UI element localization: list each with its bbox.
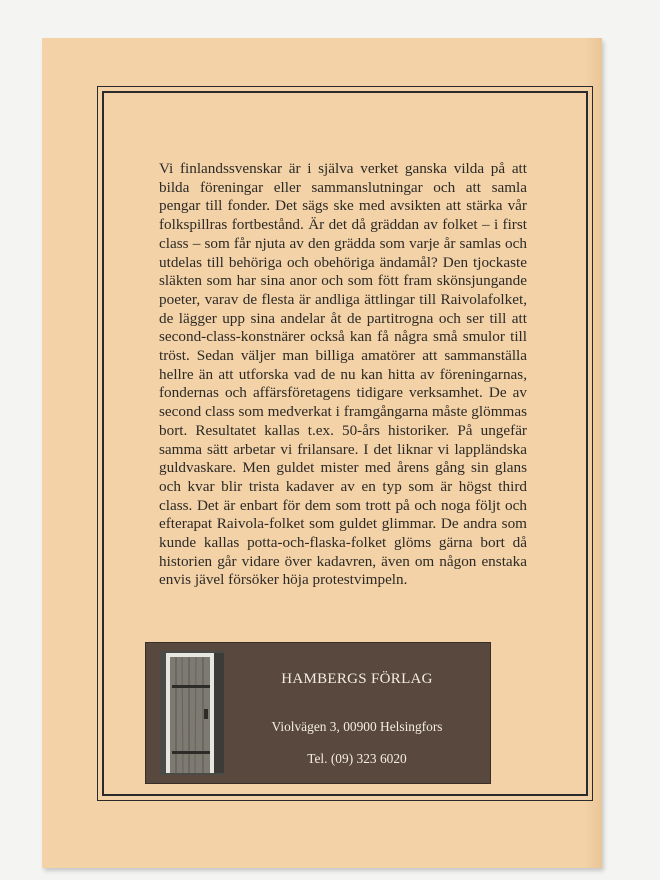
publisher-name: HAMBERGS FÖRLAG: [281, 671, 433, 687]
publisher-address: Violvägen 3, 00900 Helsingfors: [271, 719, 443, 734]
wooden-door-photo-icon: [160, 651, 224, 775]
publisher-phone: Tel. (09) 323 6020: [307, 751, 407, 766]
book-back-cover: [42, 38, 602, 868]
publisher-box: [145, 642, 491, 784]
back-cover-blurb: Vi finlandssvenskar är i själva verket ganska vilda på att bilda föreningar eller sammanslutningar och att samla pengar till fonder. Det sägs ske med avsikten att stärka vår folkspillras fortbestånd. Är det då gräddan av folket – i first class – som får njuta av den grädda som varje år samlas och utdelas till behöriga och obehöriga ändamål? Den tjockaste släkten som har sina anor och som fött fram skönsjungande poeter, varav de flesta är andliga ättlingar till Raivolafolket, de lägger upp sina andelar åt de partitrogna och ser till att second-class-konstnärer också kan få några små smulor till tröst. Sedan väljer man billiga amatörer att sammanställa hellre än att utforska vad de nu kan hitta av föreningarnas, fondernas och affärsföretagens tidigare verksamhet. De av second class som medverkat i framgångarna måste glömmas bort. Resultatet kallas t.ex. 50-års historiker. På ungefär samma sätt arbetar vi frilansare. I det liknar vi lappländska guldvaskare. Men guldet mister med årens gång sin glans och kvar blir trista kadaver av en typ som är högst third class. Det är enbart för dem som trott på och noga följt och efterapat Raivola-folket som guldet glimmar. De andra som kunde kallas potta-och-flaska-folket glöms gärna bort då historien går vidare över kadavren, även om någon enstaka envis jävel försöker höja protestvimpeln.: [159, 160, 527, 589]
